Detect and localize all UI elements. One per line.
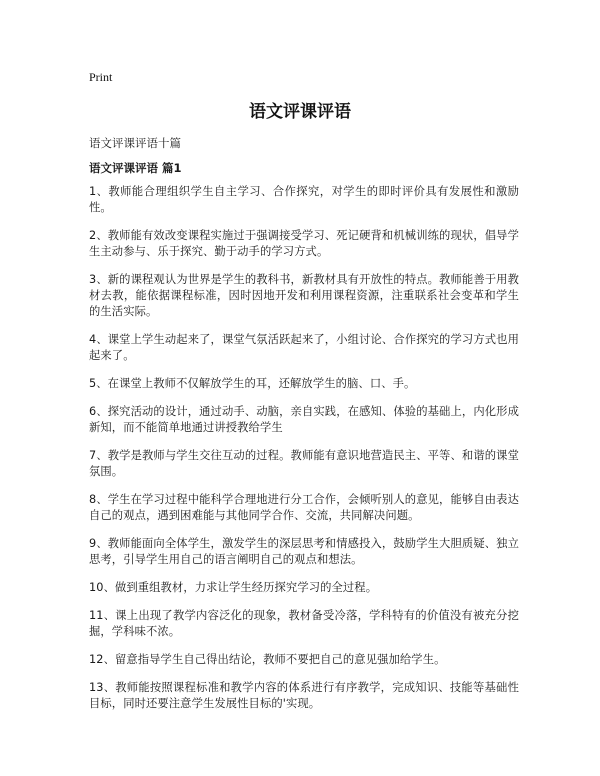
paragraph-item: 4、课堂上学生动起来了，课堂气氛活跃起来了，小组讨论、合作探究的学习方式也用起来了。 [89,333,519,362]
paragraph-item: 7、教学是教师与学生交往互动的过程。教师能有意识地营造民主、平等、和谐的课堂氛围。 [89,449,519,478]
paragraph-item: 2、教师能有效改变课程实施过于强调接受学习、死记硬背和机械训练的现状，倡导学生主动参与、乐于探究、勤于动手的学习方式。 [89,229,519,258]
paragraph-item: 3、新的课程观认为世界是学生的教科书，新教材具有开放性的特点。教师能善于用教材去教，能依据课程标准，因时因地开发和利用课程资源，注重联系社会变革和学生的生活实际。 [89,273,519,318]
paragraph-item: 1、教师能合理组织学生自主学习、合作探究，对学生的即时评价具有发展性和激励性。 [89,185,519,214]
paragraph-item: 8、学生在学习过程中能科学合理地进行分工合作，会倾听别人的意见，能够自由表达自己的观点，遇到困难能与其他同学合作、交流，共同解决问题。 [89,493,519,522]
paragraph-item: 13、教师能按照课程标准和教学内容的体系进行有序教学，完成知识、技能等基础性目标，同时还要注意学生发展性目标的'实现。 [89,681,519,710]
paragraph-item: 5、在课堂上教师不仅解放学生的耳，还解放学生的脑、口、手。 [89,377,416,390]
document-subtitle: 语文评课评语十篇 [89,136,181,150]
paragraph-item: 12、留意指导学生自己得出结论，教师不要把自己的意见强加给学生。 [89,653,446,666]
section-heading: 语文评课评语 篇1 [89,161,182,175]
paragraph-item: 10、做到重组教材，力求让学生经历探究学习的全过程。 [89,581,378,594]
paragraph-item: 6、探究活动的设计，通过动手、动脑，亲自实践，在感知、体验的基础上，内化形成新知，而不能简单地通过讲授教给学生 [89,405,519,434]
print-link[interactable]: Print [89,70,113,84]
page-title: 语文评课评语 [249,102,351,122]
paragraph-list [89,184,519,724]
paragraph-item: 11、课上出现了教学内容泛化的现象，教材备受冷落，学科特有的价值没有被充分挖掘，学科味不浓。 [89,609,519,638]
paragraph-item: 9、教师能面向全体学生，激发学生的深层思考和情感投入，鼓励学生大胆质疑、独立思考，引导学生用自己的语言阐明自己的观点和想法。 [89,537,519,566]
